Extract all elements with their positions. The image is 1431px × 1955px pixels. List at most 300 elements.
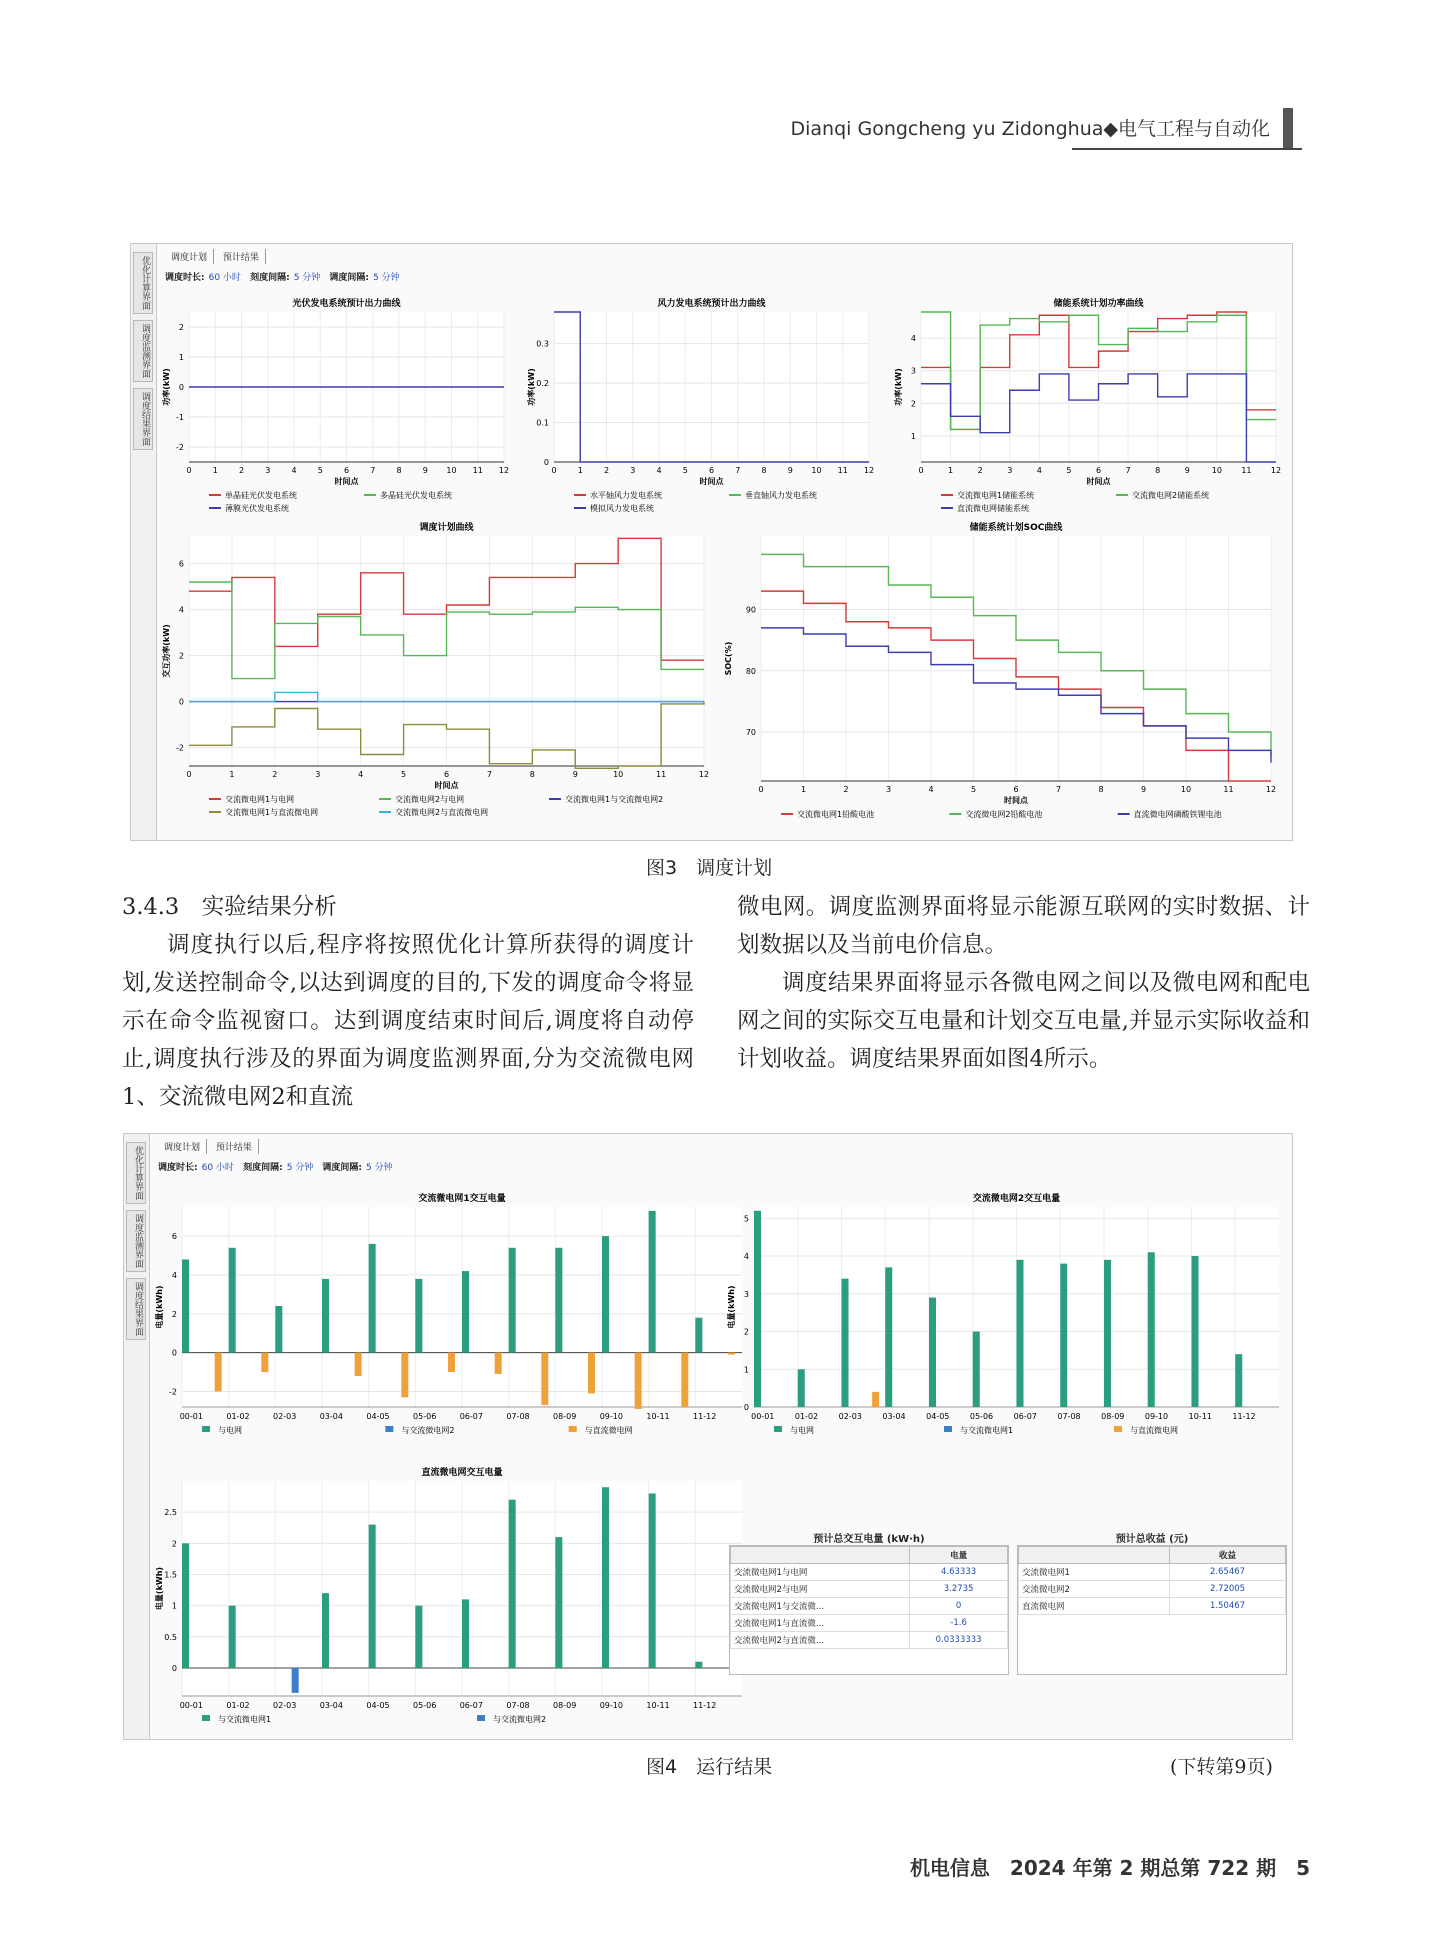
x-tick-label: 05-06 xyxy=(413,1701,437,1710)
y-tick-label: 0 xyxy=(178,697,184,707)
row-value: -1.6 xyxy=(910,1615,1008,1632)
x-tick-label: 9 xyxy=(787,466,793,475)
tab-forecast[interactable]: 预计结果 xyxy=(217,249,266,264)
bar xyxy=(182,1259,189,1352)
legend-entry: 薄膜光伏发电系统 xyxy=(225,504,289,513)
x-tick-label: 11-12 xyxy=(1232,1412,1256,1421)
row-label: 直流微电网 xyxy=(1019,1598,1170,1615)
row-value: 2.65467 xyxy=(1170,1564,1286,1581)
legend-swatch xyxy=(202,1715,210,1721)
x-tick-label: 12 xyxy=(698,770,710,779)
x-axis-label: 时间点 xyxy=(1004,796,1028,805)
x-tick-label: 02-03 xyxy=(838,1412,862,1421)
bar xyxy=(1192,1256,1199,1407)
x-axis-label: 时间点 xyxy=(1086,477,1111,486)
energy-table xyxy=(729,1545,1009,1675)
ac2-exchange-chart xyxy=(724,1182,1284,1452)
bar xyxy=(509,1248,516,1353)
y-tick-label: 0.3 xyxy=(536,339,549,349)
row-label: 交流微电网1与电网 xyxy=(731,1564,910,1581)
legend-swatch xyxy=(477,1715,485,1721)
chart-title: 交流微电网1交互电量 xyxy=(418,1194,506,1204)
x-tick-label: 02-03 xyxy=(273,1412,297,1421)
x-tick-label: 01-02 xyxy=(226,1412,250,1421)
row-value: 3.2735 xyxy=(910,1581,1008,1598)
x-axis-label: 时间点 xyxy=(334,477,359,486)
x-tick-label: 03-04 xyxy=(319,1412,343,1421)
x-tick-label: 11-12 xyxy=(693,1701,717,1710)
x-tick-label: 00-01 xyxy=(751,1412,775,1421)
x-tick-label: 09-10 xyxy=(1144,1412,1169,1421)
legend-entry: 交流微电网1与电网 xyxy=(225,795,295,804)
y-tick-label: 4 xyxy=(743,1252,749,1262)
x-tick-label: 04-05 xyxy=(366,1701,390,1710)
bar xyxy=(495,1353,502,1374)
y-tick-label: 80 xyxy=(745,666,756,676)
x-tick-label: 06-07 xyxy=(1013,1412,1037,1421)
x-tick-label: 2 xyxy=(977,466,983,475)
bar xyxy=(754,1211,761,1407)
x-tick-label: 6 xyxy=(1095,466,1102,475)
x-tick-label: 2 xyxy=(238,466,245,475)
paragraph-1-continued: 微电网。调度监测界面将显示能源互联网的实时数据、计划数据以及当前电价信息。 xyxy=(737,894,1310,958)
x-tick-label: 1 xyxy=(800,785,807,794)
tab-forecast[interactable]: 预计结果 xyxy=(210,1139,259,1154)
x-tick-label: 03-04 xyxy=(319,1701,343,1710)
row-label: 交流微电网2与电网 xyxy=(731,1581,910,1598)
legend-entry: 交流微电网1与直流微电网 xyxy=(225,808,319,817)
x-tick-label: 7 xyxy=(735,466,741,475)
y-tick-label: 0 xyxy=(171,1663,177,1673)
y-tick-label: -2 xyxy=(176,443,184,452)
bar xyxy=(681,1353,688,1407)
y-tick-label: 1.5 xyxy=(164,1570,177,1580)
x-tick-label: 07-08 xyxy=(1057,1412,1081,1421)
y-axis-label: 电量(kWh) xyxy=(727,1285,736,1329)
x-tick-label: 09-10 xyxy=(599,1701,623,1710)
legend-entry: 直流微电网储能系统 xyxy=(957,504,1029,513)
tab-schedule[interactable]: 调度计划 xyxy=(158,1139,207,1154)
chart-title: 风力发电系统预计出力曲线 xyxy=(657,299,766,309)
y-tick-label: 4 xyxy=(178,605,184,615)
x-tick-label: 10 xyxy=(446,466,457,475)
x-tick-label: 05-06 xyxy=(969,1412,994,1421)
bar xyxy=(275,1306,282,1353)
x-tick-label: 6 xyxy=(443,770,450,779)
x-tick-label: 10 xyxy=(1211,466,1222,475)
x-tick-label: 6 xyxy=(708,466,715,475)
dispatch-plan-chart xyxy=(159,516,719,836)
energy-table-blank-header xyxy=(731,1547,910,1564)
x-tick-label: 5 xyxy=(970,785,977,794)
step-value: 5 分钟 xyxy=(293,273,321,283)
side-tabs xyxy=(131,244,157,840)
row-value: 4.63333 xyxy=(910,1564,1008,1581)
legend-entry: 交流微电网2铅酸电池 xyxy=(965,810,1043,819)
y-tick-label: 0 xyxy=(171,1348,177,1358)
x-tick-label: 9 xyxy=(572,770,578,779)
bar xyxy=(929,1298,936,1407)
top-tabs xyxy=(165,249,266,264)
legend-entry: 与电网 xyxy=(218,1426,242,1435)
table-row xyxy=(1019,1564,1286,1581)
x-tick-label: 2 xyxy=(843,785,849,794)
continued-note: (下转第9页) xyxy=(1170,1756,1273,1778)
y-tick-label: 0 xyxy=(543,458,549,467)
bar xyxy=(649,1211,656,1353)
x-tick-label: 8 xyxy=(1098,785,1104,794)
x-axis-label: 时间点 xyxy=(699,477,724,486)
tab-schedule[interactable]: 调度计划 xyxy=(165,249,214,264)
row-label: 交流微电网2 xyxy=(1019,1581,1170,1598)
x-tick-label: 10-11 xyxy=(646,1412,670,1421)
y-axis-label: 功率(kW) xyxy=(894,368,903,406)
x-tick-label: 3 xyxy=(1007,466,1013,475)
x-tick-label: 1 xyxy=(212,466,218,475)
row-label: 交流微电网1与直流微... xyxy=(731,1615,910,1632)
chart-title: 储能系统计划SOC曲线 xyxy=(969,523,1063,533)
soc-plan-chart xyxy=(721,516,1286,836)
table-row xyxy=(731,1632,1008,1649)
x-tick-label: 5 xyxy=(682,466,688,475)
row-value: 1.50467 xyxy=(1170,1598,1286,1615)
bar xyxy=(635,1353,642,1409)
x-tick-label: 07-08 xyxy=(506,1412,530,1421)
x-tick-label: 8 xyxy=(761,466,767,475)
legend-swatch xyxy=(569,1426,577,1432)
x-axis-label: 时间点 xyxy=(434,781,459,790)
y-tick-label: 4 xyxy=(910,334,916,344)
interval-label: 调度间隔: xyxy=(329,273,370,283)
side-tabs xyxy=(124,1134,150,1739)
x-tick-label: 3 xyxy=(885,785,892,794)
bar xyxy=(322,1279,329,1353)
x-tick-label: 10 xyxy=(613,770,624,779)
x-tick-label: 8 xyxy=(1155,466,1161,475)
y-tick-label: 0.2 xyxy=(536,379,549,389)
legend-swatch xyxy=(944,1426,952,1432)
x-tick-label: 5 xyxy=(401,770,407,779)
y-axis-label: SOC(%) xyxy=(724,641,733,676)
row-value: 2.72005 xyxy=(1170,1581,1286,1598)
x-tick-label: 4 xyxy=(656,466,662,475)
duration-label: 调度时长: xyxy=(165,273,205,283)
y-tick-label: 2 xyxy=(171,1539,177,1549)
x-tick-label: 05-06 xyxy=(413,1412,437,1421)
bar xyxy=(401,1353,408,1398)
x-tick-label: 01-02 xyxy=(794,1412,819,1421)
legend-swatch xyxy=(202,1426,210,1432)
legend-entry: 交流微电网2与电网 xyxy=(395,795,465,804)
x-tick-label: 12 xyxy=(1265,785,1277,794)
income-table-title: 预计总收益 (元) xyxy=(1115,1534,1189,1545)
x-tick-label: 9 xyxy=(1184,466,1190,475)
bar xyxy=(369,1525,376,1668)
legend-entry: 与直流微电网 xyxy=(1130,1426,1178,1435)
bar xyxy=(509,1500,516,1668)
y-tick-label: 1 xyxy=(171,1601,177,1611)
interval-value: 5 分钟 xyxy=(373,273,400,283)
bar xyxy=(462,1599,469,1668)
y-tick-label: 0 xyxy=(178,383,184,392)
chart-title: 交流微电网2交互电量 xyxy=(972,1194,1061,1204)
legend-entry: 水平轴风力发电系统 xyxy=(590,491,662,500)
paragraph-2: 调度结果界面将显示各微电网之间以及微电网和配电网之间的实际交互电量和计划交互电量,并显示实际收益和计划收益。调度结果界面如图4所示。 xyxy=(737,970,1310,1072)
row-value: 0.0333333 xyxy=(910,1632,1008,1649)
params-bar xyxy=(165,270,406,283)
figure4-caption: 图4 运行结果 xyxy=(646,1756,773,1778)
legend-entry: 直流微电网磷酸铁锂电池 xyxy=(1133,810,1222,819)
legend-entry: 与交流微电网2 xyxy=(401,1426,455,1435)
paragraph-1: 调度执行以后,程序将按照优化计算所获得的调度计划,发送控制命令,以达到调度的目的,下发的调度命令将显示在命令监视窗口。达到调度结束时间后,调度将自动停止,调度执行涉及的界面为调度监测界面,分为交流微电网1、交流微电网2和直流 xyxy=(122,932,694,1110)
x-tick-label: 02-03 xyxy=(273,1701,297,1710)
income-table-blank-header xyxy=(1019,1547,1170,1564)
legend-swatch xyxy=(385,1426,393,1432)
x-tick-label: 7 xyxy=(370,466,376,475)
legend-entry: 多晶硅光伏发电系统 xyxy=(380,491,452,500)
x-tick-label: 0 xyxy=(758,785,764,794)
x-tick-label: 11 xyxy=(1223,785,1234,794)
y-tick-label: 3 xyxy=(910,366,916,376)
x-tick-label: 12 xyxy=(863,466,875,475)
bar xyxy=(695,1662,702,1668)
step-label: 刻度间隔: xyxy=(243,1163,283,1173)
duration-value: 60 小时 xyxy=(208,273,241,283)
x-tick-label: 4 xyxy=(1036,466,1042,475)
y-tick-label: 6 xyxy=(178,559,184,569)
bar xyxy=(229,1248,236,1353)
side-tab-optimize[interactable]: 优化计算界面 xyxy=(126,1142,146,1204)
y-axis-label: 电量(kWh) xyxy=(155,1285,164,1329)
bar xyxy=(798,1369,805,1407)
bar xyxy=(973,1332,980,1407)
legend-entry: 与交流微电网1 xyxy=(960,1426,1014,1435)
y-tick-label: -2 xyxy=(176,743,184,753)
y-axis-label: 交互功率(kW) xyxy=(162,624,171,678)
y-tick-label: 1 xyxy=(910,431,916,441)
figure3-caption: 图3 调度计划 xyxy=(646,857,773,879)
chart-title: 储能系统计划功率曲线 xyxy=(1053,299,1144,309)
ac1-exchange-chart xyxy=(152,1182,752,1452)
x-tick-label: 08-09 xyxy=(553,1701,577,1710)
x-tick-label: 2 xyxy=(603,466,610,475)
x-tick-label: 7 xyxy=(1125,466,1131,475)
row-label: 交流微电网1与交流微... xyxy=(731,1598,910,1615)
x-tick-label: 5 xyxy=(317,466,323,475)
legend-entry: 垂直轴风力发电系统 xyxy=(745,491,817,500)
legend-entry: 与交流微电网2 xyxy=(493,1715,547,1724)
x-tick-label: 08-09 xyxy=(1101,1412,1125,1421)
bar xyxy=(1017,1260,1024,1407)
top-tabs xyxy=(158,1139,259,1154)
section-heading: 3.4.3 实验结果分析 xyxy=(122,894,337,920)
legend-entry: 与电网 xyxy=(790,1426,814,1435)
step-value: 5 分钟 xyxy=(286,1163,314,1173)
table-row xyxy=(731,1581,1008,1598)
x-tick-label: 09-10 xyxy=(599,1412,623,1421)
legend-entry: 交流微电网1储能系统 xyxy=(957,491,1035,500)
bar xyxy=(448,1353,455,1372)
y-axis-label: 功率(kW) xyxy=(527,368,536,406)
bar xyxy=(1148,1252,1155,1407)
y-tick-label: 0.1 xyxy=(536,418,549,428)
y-tick-label: -1 xyxy=(176,413,184,422)
x-tick-label: 08-09 xyxy=(553,1412,577,1421)
x-tick-label: 06-07 xyxy=(459,1701,483,1710)
page-footer: 机电信息 2024 年第 2 期总第 722 期 5 xyxy=(909,1856,1310,1880)
text-right-column xyxy=(737,888,1310,1122)
legend-entry: 与直流微电网 xyxy=(584,1426,633,1435)
x-tick-label: 1 xyxy=(948,466,954,475)
x-tick-label: 4 xyxy=(358,770,364,779)
interval-label: 调度间隔: xyxy=(322,1163,363,1173)
x-tick-label: 0 xyxy=(186,466,192,475)
y-tick-label: 4 xyxy=(171,1270,177,1280)
side-tab-result[interactable]: 调度结果界面 xyxy=(126,1278,146,1340)
storage-power-chart xyxy=(891,292,1291,517)
y-tick-label: 3 xyxy=(743,1289,749,1299)
x-tick-label: 4 xyxy=(291,466,297,475)
figure4-panel xyxy=(123,1133,1293,1740)
figure3-panel xyxy=(130,243,1293,841)
bar xyxy=(261,1353,268,1372)
x-tick-label: 5 xyxy=(1066,466,1072,475)
x-tick-label: 6 xyxy=(343,466,350,475)
bar xyxy=(292,1668,299,1693)
y-tick-label: 1 xyxy=(178,353,184,362)
x-tick-label: 9 xyxy=(422,466,428,475)
y-tick-label: 1 xyxy=(743,1365,749,1375)
bar xyxy=(695,1318,702,1353)
legend-swatch xyxy=(774,1426,782,1432)
side-tab-result[interactable]: 调度结果界面 xyxy=(133,388,153,450)
x-tick-label: 0 xyxy=(551,466,557,475)
bar xyxy=(872,1392,879,1407)
bar xyxy=(602,1236,609,1353)
x-tick-label: 9 xyxy=(1140,785,1147,794)
x-tick-label: 00-01 xyxy=(179,1701,203,1710)
header-bar xyxy=(1283,108,1293,148)
y-tick-label: 0 xyxy=(743,1403,749,1412)
dc-exchange-chart xyxy=(152,1456,752,1736)
x-tick-label: 7 xyxy=(486,770,492,779)
x-tick-label: 8 xyxy=(529,770,535,779)
bar xyxy=(649,1493,656,1667)
x-tick-label: 0 xyxy=(186,770,192,779)
y-tick-label: 0.5 xyxy=(164,1632,177,1642)
legend-entry: 模拟风力发电系统 xyxy=(590,504,654,513)
x-tick-label: 11-12 xyxy=(693,1412,717,1421)
bar xyxy=(215,1353,222,1392)
bar xyxy=(229,1606,236,1668)
bar xyxy=(1104,1260,1111,1407)
x-tick-label: 1 xyxy=(229,770,235,779)
x-tick-label: 3 xyxy=(315,770,321,779)
duration-label: 调度时长: xyxy=(158,1163,198,1173)
x-tick-label: 04-05 xyxy=(366,1412,390,1421)
x-tick-label: 4 xyxy=(928,785,934,794)
row-label: 交流微电网2与直流微... xyxy=(731,1632,910,1649)
wind-output-chart xyxy=(524,292,884,517)
energy-table-title: 预计总交互电量 (kW·h) xyxy=(813,1534,925,1545)
bar xyxy=(182,1543,189,1668)
bar xyxy=(602,1487,609,1668)
bar xyxy=(1235,1354,1242,1407)
x-tick-label: 01-02 xyxy=(226,1701,250,1710)
side-tab-optimize[interactable]: 优化计算界面 xyxy=(133,252,153,314)
bar xyxy=(462,1271,469,1353)
pv-output-chart xyxy=(159,292,519,517)
x-tick-label: 0 xyxy=(918,466,924,475)
chart-title: 直流微电网交互电量 xyxy=(421,1468,503,1478)
bar xyxy=(369,1244,376,1353)
bar xyxy=(355,1353,362,1376)
x-tick-label: 3 xyxy=(265,466,271,475)
x-tick-label: 06-07 xyxy=(459,1412,483,1421)
x-tick-label: 3 xyxy=(630,466,636,475)
x-tick-label: 11 xyxy=(655,770,667,779)
income-table-col: 收益 xyxy=(1170,1547,1286,1564)
legend-entry: 与交流微电网1 xyxy=(218,1715,272,1724)
bar xyxy=(555,1537,562,1668)
legend-swatch xyxy=(1114,1426,1122,1432)
x-tick-label: 1 xyxy=(577,466,583,475)
y-axis-label: 功率(kW) xyxy=(162,368,171,406)
y-tick-label: 2 xyxy=(178,651,184,661)
text-left-column xyxy=(122,888,694,1116)
x-tick-label: 12 xyxy=(498,466,510,475)
chart-title: 光伏发电系统预计出力曲线 xyxy=(292,299,401,309)
x-tick-label: 10-11 xyxy=(646,1701,670,1710)
y-tick-label: 2.5 xyxy=(164,1508,177,1518)
interval-value: 5 分钟 xyxy=(366,1163,393,1173)
x-tick-label: 11 xyxy=(472,466,483,475)
x-tick-label: 7 xyxy=(1055,785,1062,794)
x-tick-label: 11 xyxy=(837,466,848,475)
x-tick-label: 04-05 xyxy=(926,1412,950,1421)
legend-entry: 交流微电网1与交流微电网2 xyxy=(565,795,664,804)
table-row xyxy=(1019,1581,1286,1598)
running-header: Dianqi Gongcheng yu Zidonghua◆电气工程与自动化 xyxy=(790,118,1270,140)
header-rule xyxy=(1072,148,1302,150)
bar xyxy=(415,1606,422,1668)
y-tick-label: 2 xyxy=(910,399,916,409)
legend-entry: 交流微电网2储能系统 xyxy=(1132,491,1210,500)
y-tick-label: 2 xyxy=(171,1309,177,1319)
bar xyxy=(1060,1264,1067,1407)
params-bar xyxy=(158,1160,399,1173)
y-tick-label: -2 xyxy=(169,1387,177,1397)
energy-table-col: 电量 xyxy=(910,1547,1008,1564)
side-tab-monitor[interactable]: 调度监测界面 xyxy=(133,320,153,382)
income-table xyxy=(1017,1545,1287,1675)
side-tab-monitor[interactable]: 调度监测界面 xyxy=(126,1210,146,1272)
step-label: 刻度间隔: xyxy=(250,273,290,283)
y-tick-label: 5 xyxy=(743,1214,749,1224)
bar xyxy=(555,1248,562,1353)
bar xyxy=(415,1279,422,1353)
table-row xyxy=(1019,1598,1286,1615)
chart-title: 调度计划曲线 xyxy=(419,523,474,533)
legend-entry: 交流微电网2与直流微电网 xyxy=(395,808,489,817)
x-tick-label: 10 xyxy=(811,466,822,475)
bar xyxy=(588,1353,595,1394)
bar xyxy=(885,1267,892,1407)
x-tick-label: 12 xyxy=(1270,466,1282,475)
x-tick-label: 8 xyxy=(396,466,402,475)
table-row xyxy=(731,1615,1008,1632)
x-tick-label: 11 xyxy=(1241,466,1252,475)
